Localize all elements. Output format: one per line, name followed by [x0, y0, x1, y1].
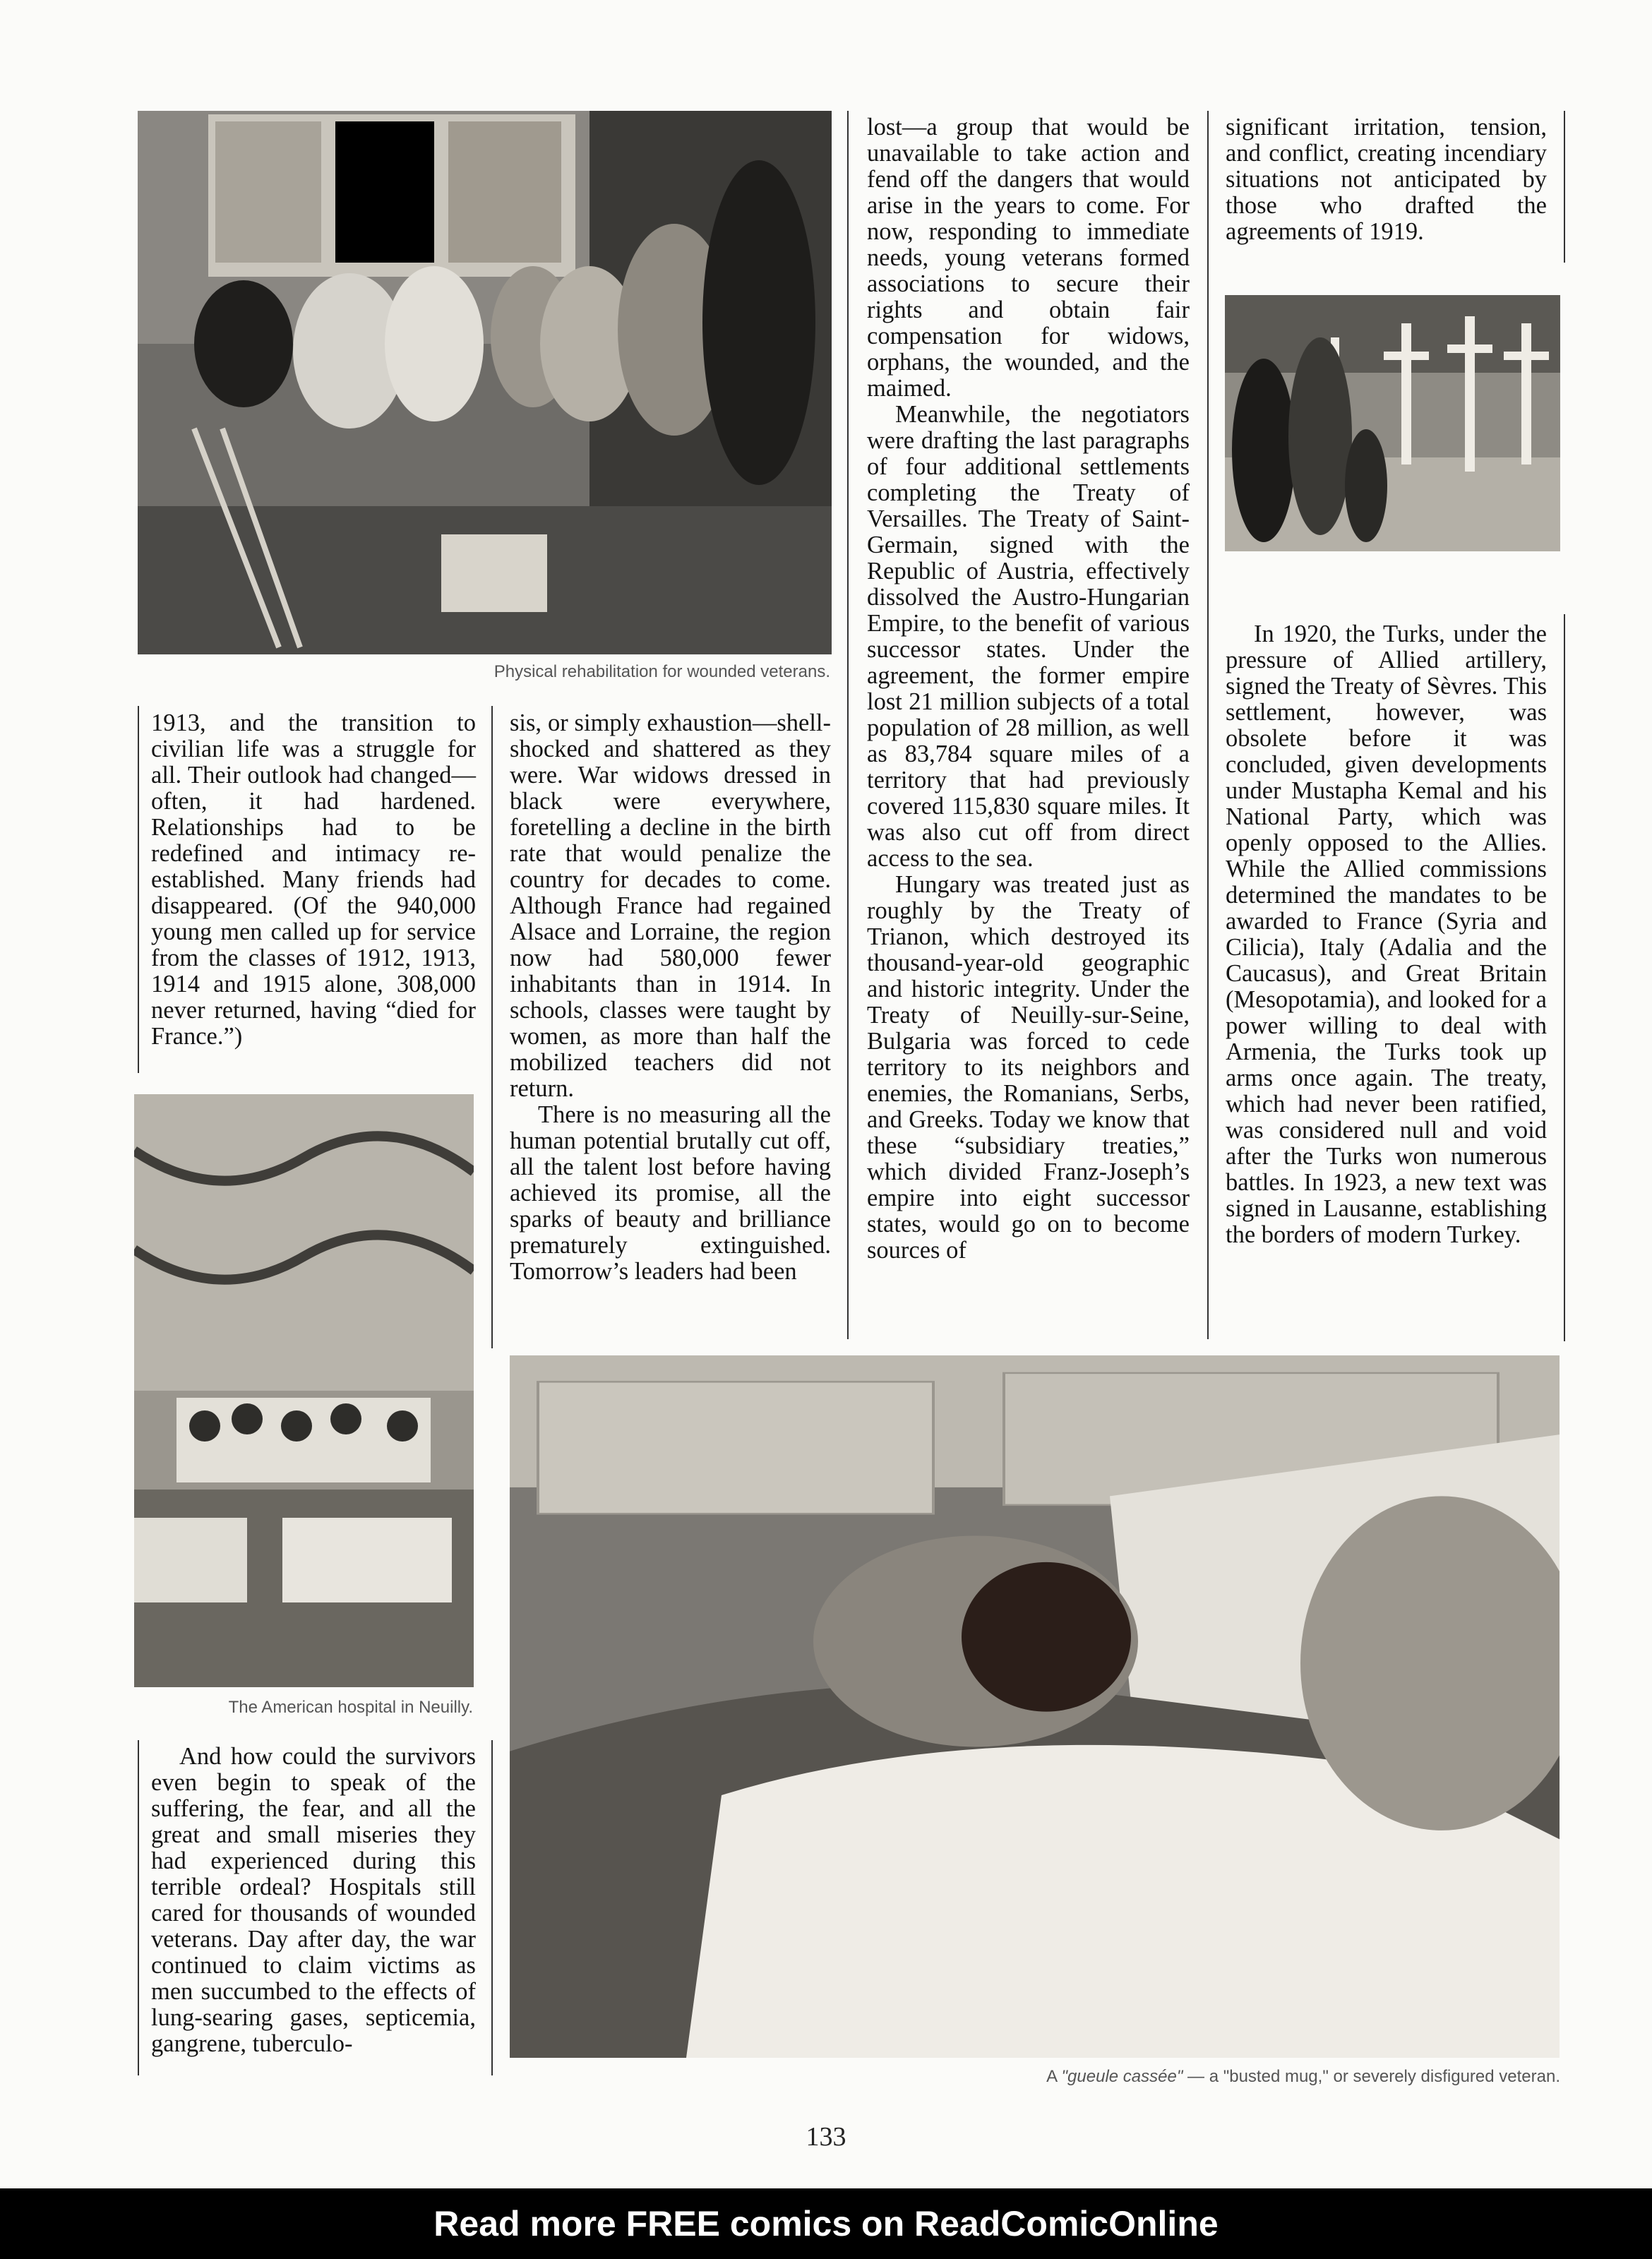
promo-banner[interactable]: Read more FREE comics on ReadComicOnline — [0, 2188, 1652, 2259]
col3-paragraph-2: Meanwhile, the negotiators were drafting the last paragraphs of four additional settlements completing the Treaty of Versailles. The Treaty of Saint-Germain, signed with the Republic of Austria, effectively dissolved the Austro-Hungarian Empire, to the benefit of various successor states. Under the agreement, the former empire lost 21 million subjects of a total population of 28 million, as well as 83,784 square miles of a territory that had previously covered 115,830 square miles. It was also cut off from direct access to the sea. — [867, 401, 1190, 872]
col1-top-text — [151, 710, 476, 1050]
column-rule — [491, 706, 493, 1348]
column-rule — [138, 706, 139, 1073]
col1-bottom-paragraph: And how could the survivors even begin to speak of the suffering, the fear, and all the great and small miseries they had experienced during this terrible ordeal? Hospitals still cared for thousands of wounded veterans. Day after day, the war continued to claim victims as men succumbed to the effects of lung-searing gases, septicemia, gangrene, tuberculo- — [151, 1743, 476, 2057]
col2-text — [510, 710, 831, 1285]
col2-paragraph-2: There is no measuring all the human potential brutally cut off, all the talent lost before having achieved its promise, all the sparks of beauty and brilliance prematurely extinguished. Tomorrow’s leaders had been — [510, 1101, 831, 1285]
column-rule — [491, 1740, 493, 2075]
cemetery-photo — [1225, 295, 1560, 551]
column-rule — [1564, 614, 1565, 1341]
caption-french-term: "gueule cassée" — [1061, 2067, 1183, 2086]
col4-bottom-paragraph: In 1920, the Turks, under the pressure of Allied artillery, signed the Treaty of Sèvres. This settlement, however, was obsolete before it was concluded, given developments under Mustapha Kemal and his National Party, which was openly opposed to the Allies. While the Allied commissions determined the mandates to be awarded to France (Syria and Cilicia), Italy (Adalia and the Caucasus), and Great Britain (Mesopotamia), and looked for a power willing to deal with Armenia, the Turks took up arms once again. The treaty, which had never been ratified, was considered null and void after the Turks won numerous battles. In 1923, a new text was signed in Lausanne, establishing the borders of modern Turkey. — [1226, 621, 1547, 1248]
col3-paragraph-3: Hungary was treated just as roughly by the Treaty of Trianon, which destroyed its thousand-year-old geographic and historic integrity. Under the Treaty of Neuilly-sur-Seine, Bulgaria was forced to cede territory to its neighbors and enemies, the Romanians, Serbs, and Greeks. Today we know that these “subsidiary treaties,” which divided Franz-Joseph’s empire into eight successor states, would go on to become sources of — [867, 871, 1190, 1264]
rehabilitation-photo — [138, 111, 832, 654]
col3-text — [867, 114, 1190, 1264]
col4-bottom-text — [1226, 621, 1547, 1248]
col4-top-paragraph: significant irritation, tension, and conflict, creating incendiary situations not anticipated by those who drafted the agreements of 1919. — [1226, 114, 1547, 245]
column-rule — [847, 111, 849, 1339]
hospital-caption: The American hospital in Neuilly. — [228, 1698, 473, 1717]
hospital-photo — [134, 1094, 474, 1687]
page-number: 133 — [806, 2122, 846, 2152]
disfigured-veteran-photo — [510, 1355, 1560, 2058]
col1-bottom-text — [151, 1744, 476, 2057]
caption-rest: — a "busted mug," or severely disfigured veteran. — [1183, 2067, 1560, 2086]
disfigured-veteran-caption — [1046, 2067, 1560, 2087]
rehabilitation-caption: Physical rehabilitation for wounded veterans. — [493, 662, 830, 681]
column-rule — [1207, 111, 1209, 1339]
col1-top-paragraph: 1913, and the transition to civilian life was a struggle for all. Their outlook had changed—often, it had hardened. Relationships had to be redefined and intimacy re-established. Many friends had disappeared. (Of the 940,000 young men called up for service from the classes of 1912, 1913, 1914 and 1915 alone, 308,000 never returned, having “died for France.”) — [151, 709, 476, 1050]
col4-top-text — [1226, 114, 1547, 245]
col2-paragraph-1: sis, or simply exhaustion—shell-shocked and shattered as they were. War widows dressed in black were everywhere, foretelling a decline in the birth rate that would penalize the country for decades to come. Although France had regained Alsace and Lorraine, the region now had 580,000 fewer inhabitants than in 1914. In schools, classes were taught by women, as more than half the mobilized teachers did not return. — [510, 709, 831, 1102]
col3-paragraph-1: lost—a group that would be unavailable to take action and fend off the dangers that would arise in the years to come. For now, responding to immediate needs, young veterans formed associations to secure their rights and obtain fair compensation for widows, orphans, the wounded, and the maimed. — [867, 114, 1190, 402]
caption-prefix: A — [1046, 2067, 1062, 2086]
column-rule — [1564, 111, 1565, 263]
column-rule — [138, 1740, 139, 2075]
